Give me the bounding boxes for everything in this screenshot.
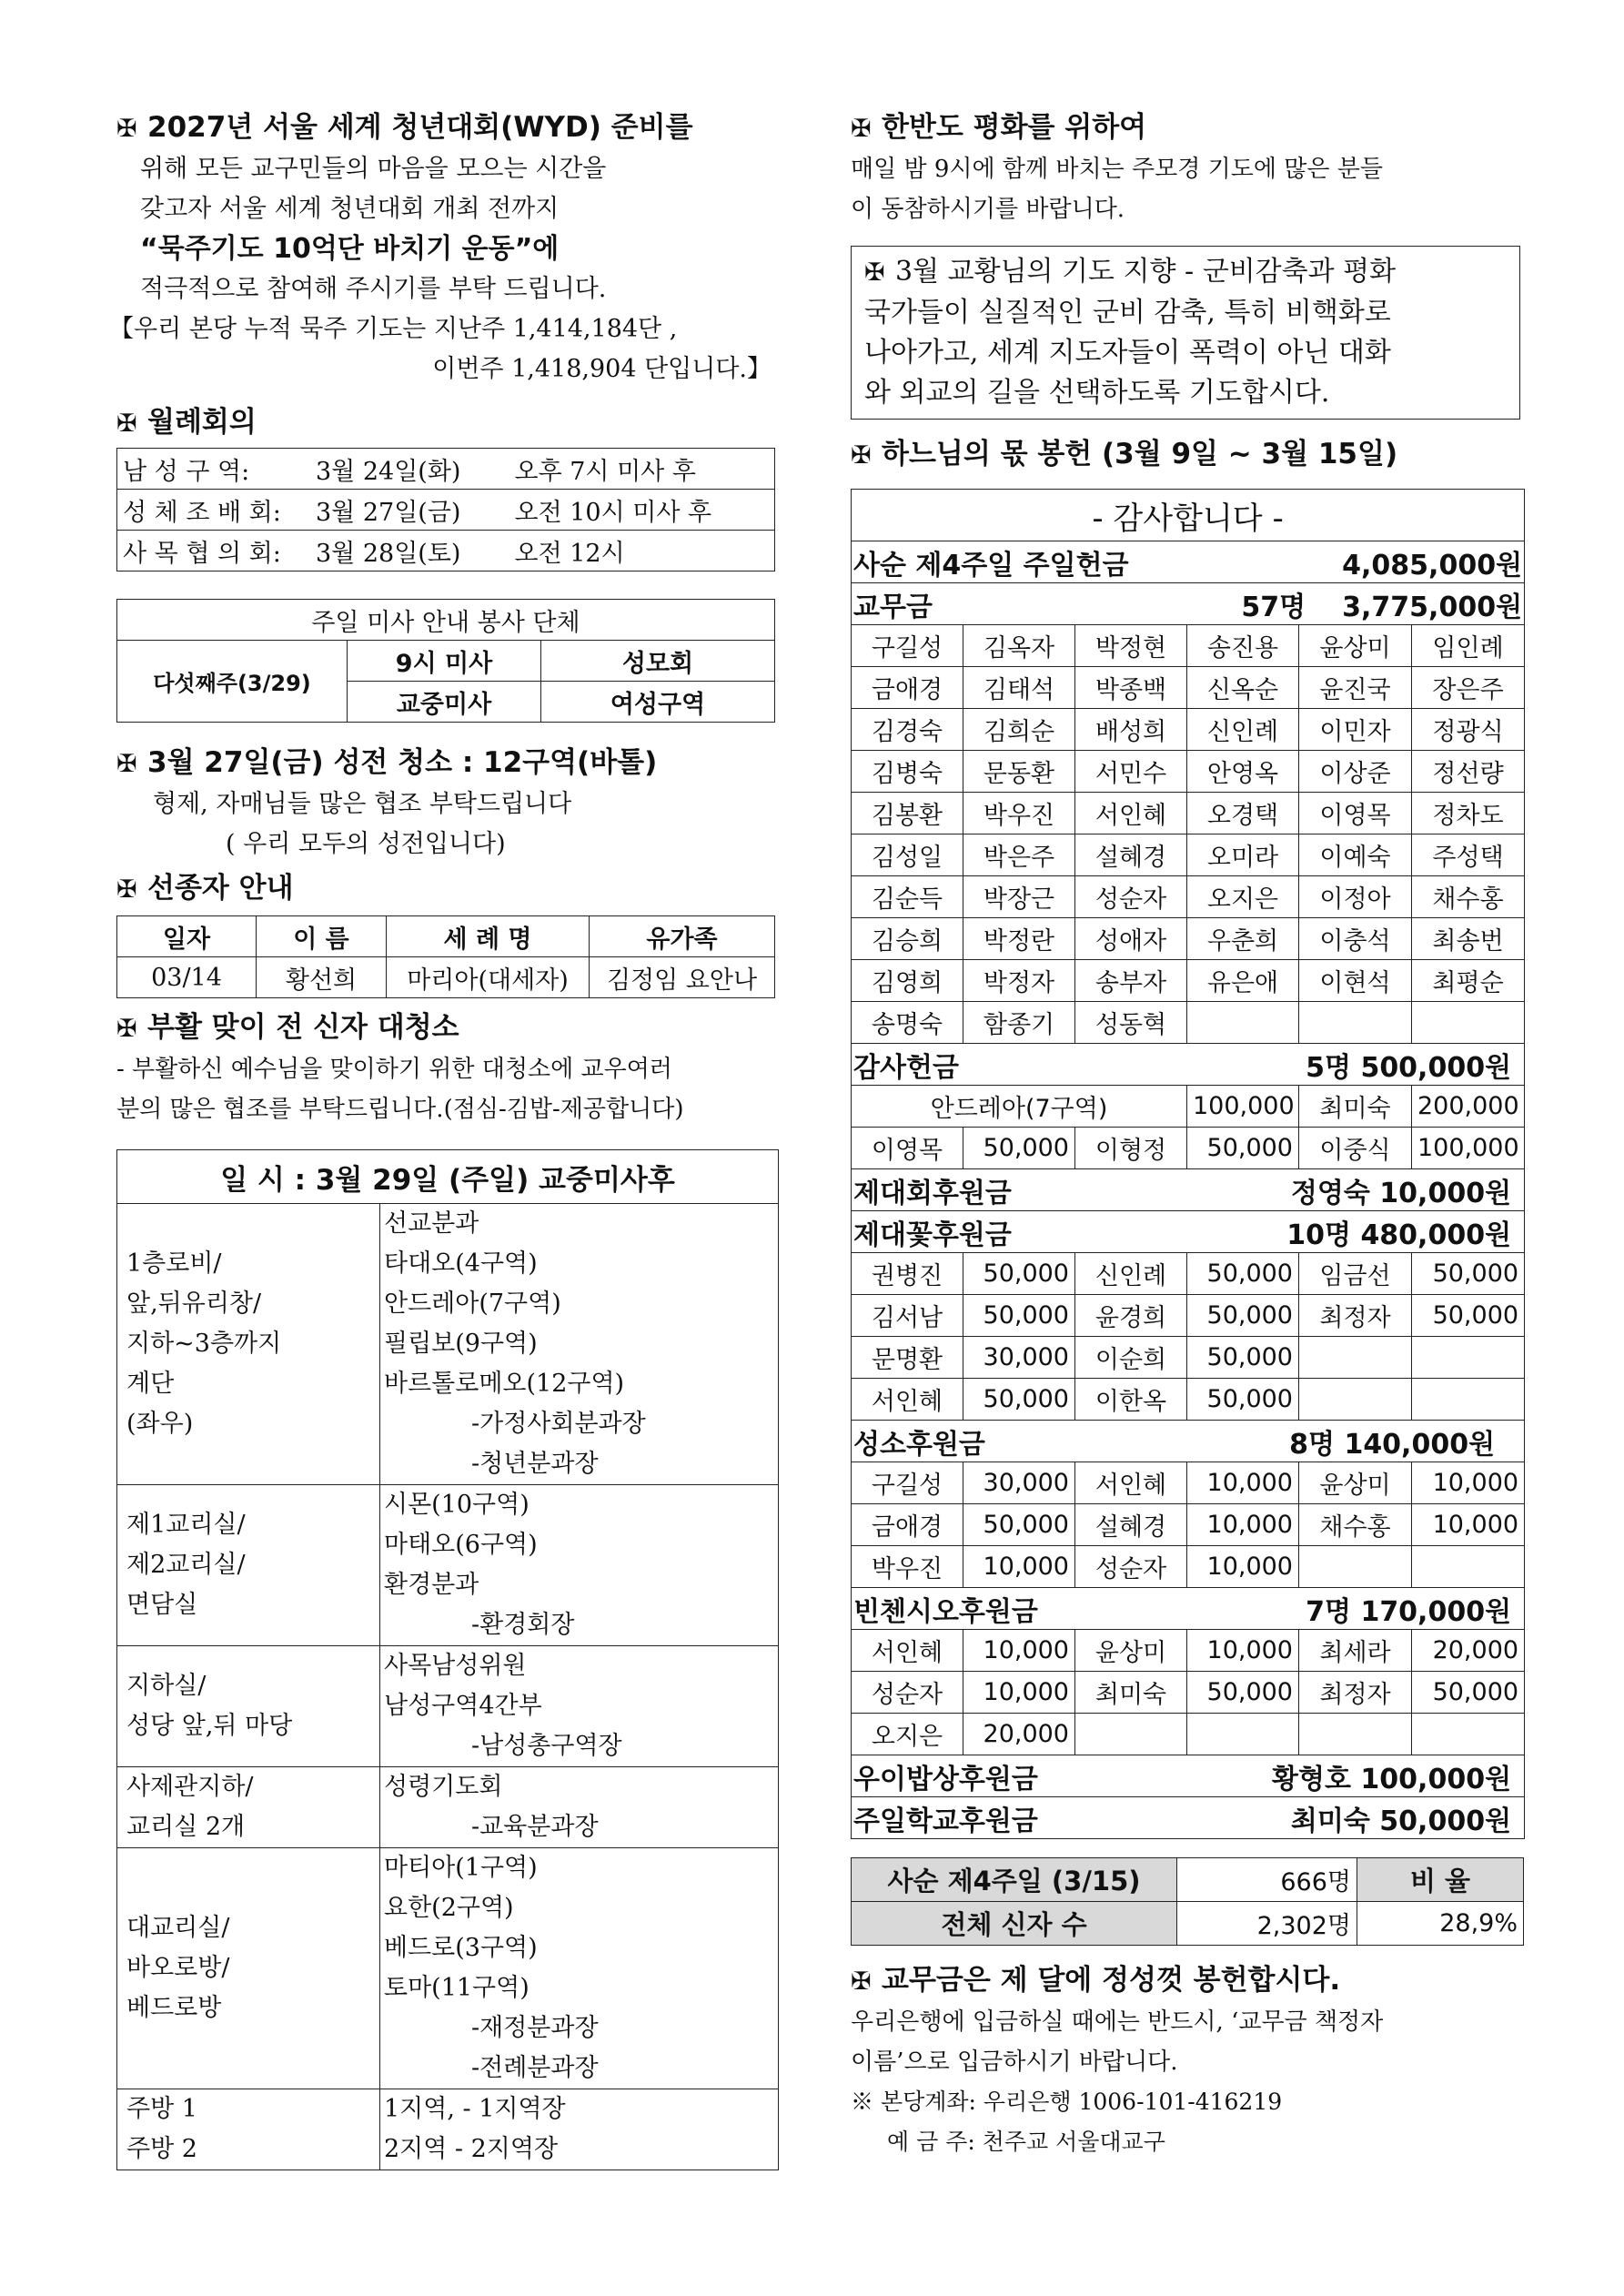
- donor-name: 최정자: [1299, 1295, 1412, 1337]
- peace-line: 매일 밤 9시에 함께 바치는 주모경 기도에 많은 분들: [851, 156, 1383, 183]
- easter-table: [116, 1149, 779, 2170]
- donor-name: 김영희: [852, 960, 963, 1002]
- donor-name: 이예숙: [1299, 834, 1412, 876]
- pope-line: 국가들이 실질적인 군비 감축, 특히 비핵화로: [864, 297, 1391, 329]
- donor-name: 송명숙: [852, 1002, 963, 1044]
- cross-icon: ✠: [851, 115, 872, 143]
- donor-name: 주성택: [1412, 834, 1525, 876]
- cross-icon: ✠: [116, 750, 137, 778]
- table-row: [852, 876, 1525, 918]
- donor-name: 서인혜: [852, 1630, 963, 1672]
- donor-name: 이영목: [1299, 793, 1412, 834]
- donor-name: 김봉환: [852, 793, 963, 834]
- account-holder: 예 금 주: 천주교 서울대교구: [887, 2129, 1165, 2155]
- service-group: 성모회: [541, 641, 775, 682]
- flower-donors: [852, 1253, 1525, 1421]
- ui-offering: 우이밥상후원금 황형호 100,000원: [852, 1755, 1525, 1797]
- deceased-header: 유가족: [590, 916, 775, 957]
- donor-name: 채수홍: [1412, 876, 1525, 918]
- cleaning-title: ✠ 3월 27일(금) 성전 청소 : 12구역(바톨): [116, 743, 779, 784]
- donor-name: 안드레아(7구역): [852, 1086, 1187, 1128]
- peace-line: 이 동참하시기를 바랍니다.: [851, 196, 1125, 223]
- donor-name: 임인례: [1412, 625, 1525, 667]
- donor-name: 박은주: [963, 834, 1075, 876]
- donor-amount: 200,000: [1412, 1086, 1525, 1128]
- donor-name: 김옥자: [963, 625, 1075, 667]
- donor-amount: 50,000: [1187, 1379, 1299, 1421]
- wyd-tally: 이번주 1,418,904 단입니다.】: [432, 355, 772, 383]
- monthly-time: 오전 10시 미사 후: [509, 490, 774, 531]
- donor-name: 서인혜: [852, 1379, 963, 1421]
- donor-name: 최세라: [1299, 1630, 1412, 1672]
- donor-name: 이민자: [1299, 709, 1412, 751]
- notice-title: ✠ 교무금은 제 달에 정성껏 봉헌합시다.: [851, 1960, 1526, 2002]
- donor-name: 이상준: [1299, 751, 1412, 793]
- wyd-tally: 【우리 본당 누적 묵주 기도는 지난주 1,414,184단 ,: [109, 315, 678, 343]
- donor-amount: 50,000: [963, 1504, 1075, 1546]
- deceased-header: 이 름: [257, 916, 387, 957]
- cross-icon: ✠: [116, 875, 137, 904]
- donor-name: 오경택: [1187, 793, 1299, 834]
- table-row: [852, 625, 1525, 667]
- donor-name: [1299, 1379, 1412, 1421]
- donor-amount: 50,000: [1412, 1672, 1525, 1714]
- cleaning-line: ( 우리 모두의 성전입니다): [226, 830, 506, 858]
- easter-area: 대교리실/ 바오로방/ 베드로방: [117, 1848, 380, 2089]
- cleaning-line: 형제, 자매님들 많은 협조 부탁드립니다: [153, 790, 572, 818]
- easter-area: 지하실/ 성당 앞,뒤 마당: [117, 1646, 380, 1767]
- donor-name: 오미라: [1187, 834, 1299, 876]
- pope-line: ✠ 3월 교황님의 기도 지향 - 군비감축과 평화: [864, 252, 1507, 293]
- donor-name: 성순자: [1075, 876, 1187, 918]
- easter-area: 사제관지하/ 교리실 2개: [117, 1767, 380, 1848]
- donor-amount: [1412, 1379, 1525, 1421]
- donor-name: 신인례: [1075, 1253, 1187, 1295]
- monthly-group: 사 목 협 의 회:: [117, 531, 311, 571]
- offering-title: ✠ 하느님의 몫 봉헌 (3월 9일 ~ 3월 15일): [851, 434, 1526, 476]
- donor-name: 윤상미: [1299, 1462, 1412, 1504]
- wyd-line: 갖고자 서울 세계 청년대회 개최 전까지: [140, 195, 560, 223]
- table-row: [852, 709, 1525, 751]
- donor-name: 정광식: [1412, 709, 1525, 751]
- stats-label: 전체 신자 수: [852, 1902, 1177, 1946]
- stats-value: 2,302명: [1177, 1902, 1357, 1946]
- table-row: [117, 1767, 779, 1848]
- deceased-family: 김정임 요안나: [590, 957, 775, 998]
- donor-name: [1412, 1002, 1525, 1044]
- easter-line: 분의 많은 협조를 부탁드립니다.(점심-김밥-제공합니다): [116, 1096, 684, 1123]
- donor-name: 정차도: [1412, 793, 1525, 834]
- cross-icon: ✠: [851, 441, 872, 470]
- donor-amount: 30,000: [963, 1462, 1075, 1504]
- deceased-date: 03/14: [117, 957, 257, 998]
- stats-label: 비 율: [1357, 1858, 1524, 1902]
- vincent-donors: [852, 1630, 1525, 1755]
- donor-name: 김성일: [852, 834, 963, 876]
- service-group: 여성구역: [541, 682, 775, 723]
- table-row: [852, 751, 1525, 793]
- donor-name: 김서남: [852, 1295, 963, 1337]
- easter-title: ✠ 부활 맞이 전 신자 대청소: [116, 1007, 779, 1049]
- table-row: [852, 1588, 1525, 1630]
- donor-amount: [1412, 1714, 1525, 1755]
- table-row: [852, 1337, 1525, 1379]
- donor-amount: 20,000: [963, 1714, 1075, 1755]
- donor-name: 박우진: [963, 793, 1075, 834]
- donor-name: 구길성: [852, 1462, 963, 1504]
- service-week: 다섯째주(3/29): [117, 641, 348, 723]
- donor-name: 이한옥: [1075, 1379, 1187, 1421]
- table-row: [852, 1858, 1524, 1902]
- gyomu-offering: 교무금 57명 3,775,000원: [852, 583, 1525, 625]
- table-row: [852, 1462, 1525, 1504]
- donor-amount: 50,000: [1187, 1672, 1299, 1714]
- monthly-date: 3월 27일(금): [310, 490, 509, 531]
- table-row: [852, 490, 1525, 541]
- jedae-offering: 제대회후원금 정영숙 10,000원: [852, 1169, 1525, 1211]
- choir-donors: [852, 1462, 1525, 1588]
- donor-name: 이중식: [1299, 1128, 1412, 1169]
- cross-icon: ✠: [116, 115, 137, 143]
- notice-line: 우리은행에 입금하실 때에는 반드시, ‘교무금 책정자: [851, 2008, 1384, 2036]
- deceased-header: 일자: [117, 916, 257, 957]
- donor-amount: 10,000: [1412, 1504, 1525, 1546]
- table-row: [852, 918, 1525, 960]
- donor-amount: [1412, 1337, 1525, 1379]
- donor-name: 금애경: [852, 1504, 963, 1546]
- table-row: [852, 667, 1525, 709]
- donor-amount: 50,000: [1412, 1253, 1525, 1295]
- donor-name: 송진용: [1187, 625, 1299, 667]
- deceased-name: 황선희: [257, 957, 387, 998]
- table-row: [852, 1755, 1525, 1797]
- donor-name: 정선량: [1412, 751, 1525, 793]
- table-row: [117, 1646, 779, 1767]
- donor-amount: 10,000: [1187, 1546, 1299, 1588]
- donor-name: [1299, 1546, 1412, 1588]
- donor-name: 김태석: [963, 667, 1075, 709]
- donor-amount: [1412, 1546, 1525, 1588]
- donor-amount: 50,000: [963, 1128, 1075, 1169]
- service-table: [116, 599, 775, 723]
- table-row: [117, 1848, 779, 2089]
- monthly-time: 오후 7시 미사 후: [509, 449, 774, 490]
- deceased-title: ✠ 선종자 안내: [116, 868, 779, 910]
- monthly-group: 남 성 구 역:: [117, 449, 311, 490]
- table-row: [117, 916, 775, 957]
- left-column: [109, 107, 779, 2170]
- donor-amount: 10,000: [1187, 1630, 1299, 1672]
- table-row: [117, 600, 775, 641]
- donor-name: 배성희: [1075, 709, 1187, 751]
- donor-amount: 50,000: [963, 1295, 1075, 1337]
- donor-amount: 100,000: [1412, 1128, 1525, 1169]
- easter-groups: 1지역, - 1지역장 2지역 - 2지역장: [380, 2089, 779, 2170]
- table-row: [852, 1421, 1525, 1462]
- monthly-title: ✠ 월례회의: [116, 402, 779, 444]
- donor-name: 윤진국: [1299, 667, 1412, 709]
- donor-name: 오지은: [1187, 876, 1299, 918]
- donor-name: 서인혜: [1075, 793, 1187, 834]
- donor-name: 신인례: [1187, 709, 1299, 751]
- table-row: [117, 490, 775, 531]
- donor-name: 이영목: [852, 1128, 963, 1169]
- table-row: [852, 1295, 1525, 1337]
- table-row: [852, 1128, 1525, 1169]
- donor-amount: 10,000: [1187, 1504, 1299, 1546]
- donor-name: 박정현: [1075, 625, 1187, 667]
- table-row: [852, 960, 1525, 1002]
- donor-name: 설혜경: [1075, 1504, 1187, 1546]
- donor-name: [1299, 1337, 1412, 1379]
- donor-name: 박정자: [963, 960, 1075, 1002]
- table-row: [117, 1150, 779, 1204]
- easter-groups: 사목남성위원 남성구역4간부 -남성총구역장: [380, 1646, 779, 1767]
- wyd-title: ✠ 2027년 서울 세계 청년대회(WYD) 준비를: [116, 107, 779, 149]
- cross-icon: ✠: [116, 410, 137, 438]
- table-row: [852, 1211, 1525, 1253]
- donor-name: 설혜경: [1075, 834, 1187, 876]
- donor-name: 우춘희: [1187, 918, 1299, 960]
- table-row: [852, 1253, 1525, 1295]
- table-row: [117, 641, 775, 682]
- donor-name: 김희순: [963, 709, 1075, 751]
- donor-name: [1187, 1002, 1299, 1044]
- easter-groups: 시몬(10구역) 마태오(6구역) 환경분과 -환경회장: [380, 1485, 779, 1646]
- donor-amount: 50,000: [1187, 1253, 1299, 1295]
- table-row: [852, 1797, 1525, 1839]
- donor-name: 최송번: [1412, 918, 1525, 960]
- table-row: [117, 1485, 779, 1646]
- deceased-baptismal-name: 마리아(대세자): [387, 957, 590, 998]
- table-row: [117, 449, 775, 490]
- table-row: [852, 793, 1525, 834]
- pope-line: 와 외교의 길을 선택하도록 기도합시다.: [864, 377, 1330, 409]
- donor-name: 성순자: [852, 1672, 963, 1714]
- table-row: [852, 1379, 1525, 1421]
- donor-amount: 10,000: [963, 1630, 1075, 1672]
- donor-name: 김순득: [852, 876, 963, 918]
- wyd-line: 적극적으로 참여해 주시기를 부탁 드립니다.: [140, 275, 607, 303]
- donor-name: 이형정: [1075, 1128, 1187, 1169]
- deceased-table: [116, 915, 775, 998]
- vincent-offering: 빈첸시오후원금 7명 170,000원: [852, 1588, 1525, 1630]
- donor-name: 문명환: [852, 1337, 963, 1379]
- easter-header: 일 시 : 3월 29일 (주일) 교중미사후: [117, 1150, 779, 1204]
- donor-name: 최미숙: [1075, 1672, 1187, 1714]
- donor-name: 윤상미: [1299, 625, 1412, 667]
- cross-icon: ✠: [116, 1015, 137, 1043]
- table-row: [852, 1169, 1525, 1211]
- wyd-campaign: “묵주기도 10억단 바치기 운동”에: [140, 233, 560, 265]
- donor-amount: 50,000: [1187, 1295, 1299, 1337]
- monthly-date: 3월 28일(토): [310, 531, 509, 571]
- monthly-time: 오전 12시: [509, 531, 774, 571]
- table-row: [852, 1504, 1525, 1546]
- donor-name: 성동혁: [1075, 1002, 1187, 1044]
- donor-amount: 10,000: [963, 1672, 1075, 1714]
- donor-amount: 20,000: [1412, 1630, 1525, 1672]
- service-mass: 9시 미사: [348, 641, 541, 682]
- donor-name: 박정란: [963, 918, 1075, 960]
- table-row: [117, 1204, 779, 1485]
- donor-name: 서민수: [1075, 751, 1187, 793]
- table-row: [852, 1086, 1525, 1128]
- donor-name: 박종백: [1075, 667, 1187, 709]
- donor-amount: 10,000: [1412, 1462, 1525, 1504]
- cross-icon: ✠: [851, 1967, 872, 1996]
- donor-amount: [1187, 1714, 1299, 1755]
- table-row: [852, 1630, 1525, 1672]
- donor-name: 이충석: [1299, 918, 1412, 960]
- table-row: [852, 1002, 1525, 1044]
- table-row: [852, 1044, 1525, 1086]
- cross-icon: ✠: [864, 258, 885, 287]
- gyomu-names: [852, 625, 1525, 1044]
- school-offering: 주일학교후원금 최미숙 50,000원: [852, 1797, 1525, 1839]
- service-header: 주일 미사 안내 봉사 단체: [117, 600, 775, 641]
- stats-ratio: 28,9%: [1357, 1902, 1524, 1946]
- easter-area: 주방 1 주방 2: [117, 2089, 380, 2170]
- donor-amount: 10,000: [1187, 1462, 1299, 1504]
- monthly-date: 3월 24일(화): [310, 449, 509, 490]
- donor-name: 최평순: [1412, 960, 1525, 1002]
- donor-name: 송부자: [1075, 960, 1187, 1002]
- donor-amount: 50,000: [1187, 1337, 1299, 1379]
- donor-name: 장은주: [1412, 667, 1525, 709]
- donor-name: 윤상미: [1075, 1630, 1187, 1672]
- donor-amount: 50,000: [1412, 1295, 1525, 1337]
- donor-name: 이현석: [1299, 960, 1412, 1002]
- notice-line: 이름’으로 입금하시기 바랍니다.: [851, 2048, 1178, 2076]
- donor-name: 신옥순: [1187, 667, 1299, 709]
- easter-area: 제1교리실/ 제2교리실/ 면담실: [117, 1485, 380, 1646]
- donor-name: 이순희: [1075, 1337, 1187, 1379]
- donor-name: 권병진: [852, 1253, 963, 1295]
- service-mass: 교중미사: [348, 682, 541, 723]
- donor-name: 김승희: [852, 918, 963, 960]
- offering-table: [851, 489, 1525, 1839]
- donor-name: 오지은: [852, 1714, 963, 1755]
- easter-groups: 선교분과 타대오(4구역) 안드레아(7구역) 필립보(9구역) 바르톨로메오(12구역) -가정사회분과장 -청년분과장: [380, 1204, 779, 1485]
- table-row: [117, 957, 775, 998]
- pope-line: 나아가고, 세계 지도자들이 폭력이 아닌 대화: [864, 337, 1391, 369]
- wyd-line: 위해 모든 교구민들의 마음을 모으는 시간을: [140, 155, 607, 183]
- deceased-header: 세 례 명: [387, 916, 590, 957]
- account-line: ※ 본당계좌: 우리은행 1006-101-416219: [851, 2089, 1283, 2115]
- donor-name: 박장근: [963, 876, 1075, 918]
- donor-name: [1299, 1002, 1412, 1044]
- flower-offering: 제대꽃후원금 10명 480,000원: [852, 1211, 1525, 1253]
- sunday-offering: 사순 제4주일 주일헌금 4,085,000원: [852, 541, 1525, 583]
- peace-title: ✠ 한반도 평화를 위하여: [851, 107, 1526, 149]
- donor-name: 윤경희: [1075, 1295, 1187, 1337]
- pope-intention-box: [851, 246, 1520, 420]
- stats-value: 666명: [1177, 1858, 1357, 1902]
- stats-table: [851, 1857, 1524, 1946]
- table-row: [852, 1672, 1525, 1714]
- donor-amount: 100,000: [1187, 1086, 1299, 1128]
- donor-amount: 30,000: [963, 1337, 1075, 1379]
- table-row: [852, 541, 1525, 583]
- monthly-table: [116, 448, 775, 571]
- donor-name: 유은애: [1187, 960, 1299, 1002]
- easter-area: 1층로비/ 앞,뒤유리창/ 지하~3층까지 계단 (좌우): [117, 1204, 380, 1485]
- table-row: [117, 531, 775, 571]
- donor-name: 박우진: [852, 1546, 963, 1588]
- thanks-header: - 감사합니다 -: [852, 490, 1525, 541]
- easter-groups: 성령기도회 -교육분과장: [380, 1767, 779, 1848]
- donor-name: 구길성: [852, 625, 963, 667]
- thanks-offering: 감사헌금 5명 500,000원: [852, 1044, 1525, 1086]
- easter-groups: 마티아(1구역) 요한(2구역) 베드로(3구역) 토마(11구역) -재정분과장 -전례분과장: [380, 1848, 779, 2089]
- donor-amount: 10,000: [963, 1546, 1075, 1588]
- table-row: [852, 1902, 1524, 1946]
- donor-name: 금애경: [852, 667, 963, 709]
- donor-name: 서인혜: [1075, 1462, 1187, 1504]
- monthly-group: 성 체 조 배 회:: [117, 490, 311, 531]
- table-row: [852, 1546, 1525, 1588]
- donor-name: 안영옥: [1187, 751, 1299, 793]
- donor-name: 문동환: [963, 751, 1075, 793]
- donor-name: [1299, 1714, 1412, 1755]
- donor-amount: 50,000: [963, 1253, 1075, 1295]
- donor-name: 채수홍: [1299, 1504, 1412, 1546]
- easter-line: - 부활하신 예수님을 맞이하기 위한 대청소에 교우여러: [116, 1056, 672, 1083]
- stats-label: 사순 제4주일 (3/15): [852, 1858, 1177, 1902]
- donor-amount: 50,000: [1187, 1128, 1299, 1169]
- donor-name: 최미숙: [1299, 1086, 1412, 1128]
- donor-amount: 50,000: [963, 1379, 1075, 1421]
- table-row: [117, 2089, 779, 2170]
- donor-name: 성순자: [1075, 1546, 1187, 1588]
- table-row: [852, 1714, 1525, 1755]
- donor-name: 임금선: [1299, 1253, 1412, 1295]
- donor-name: 김경숙: [852, 709, 963, 751]
- donor-name: 김병숙: [852, 751, 963, 793]
- choir-offering: 성소후원금 8명 140,000원: [852, 1421, 1525, 1462]
- table-row: [852, 583, 1525, 625]
- donor-name: 이정아: [1299, 876, 1412, 918]
- donor-name: 함종기: [963, 1002, 1075, 1044]
- donor-name: 성애자: [1075, 918, 1187, 960]
- donor-name: [1075, 1714, 1187, 1755]
- right-column: [851, 107, 1526, 2162]
- table-row: [852, 834, 1525, 876]
- donor-name: 최정자: [1299, 1672, 1412, 1714]
